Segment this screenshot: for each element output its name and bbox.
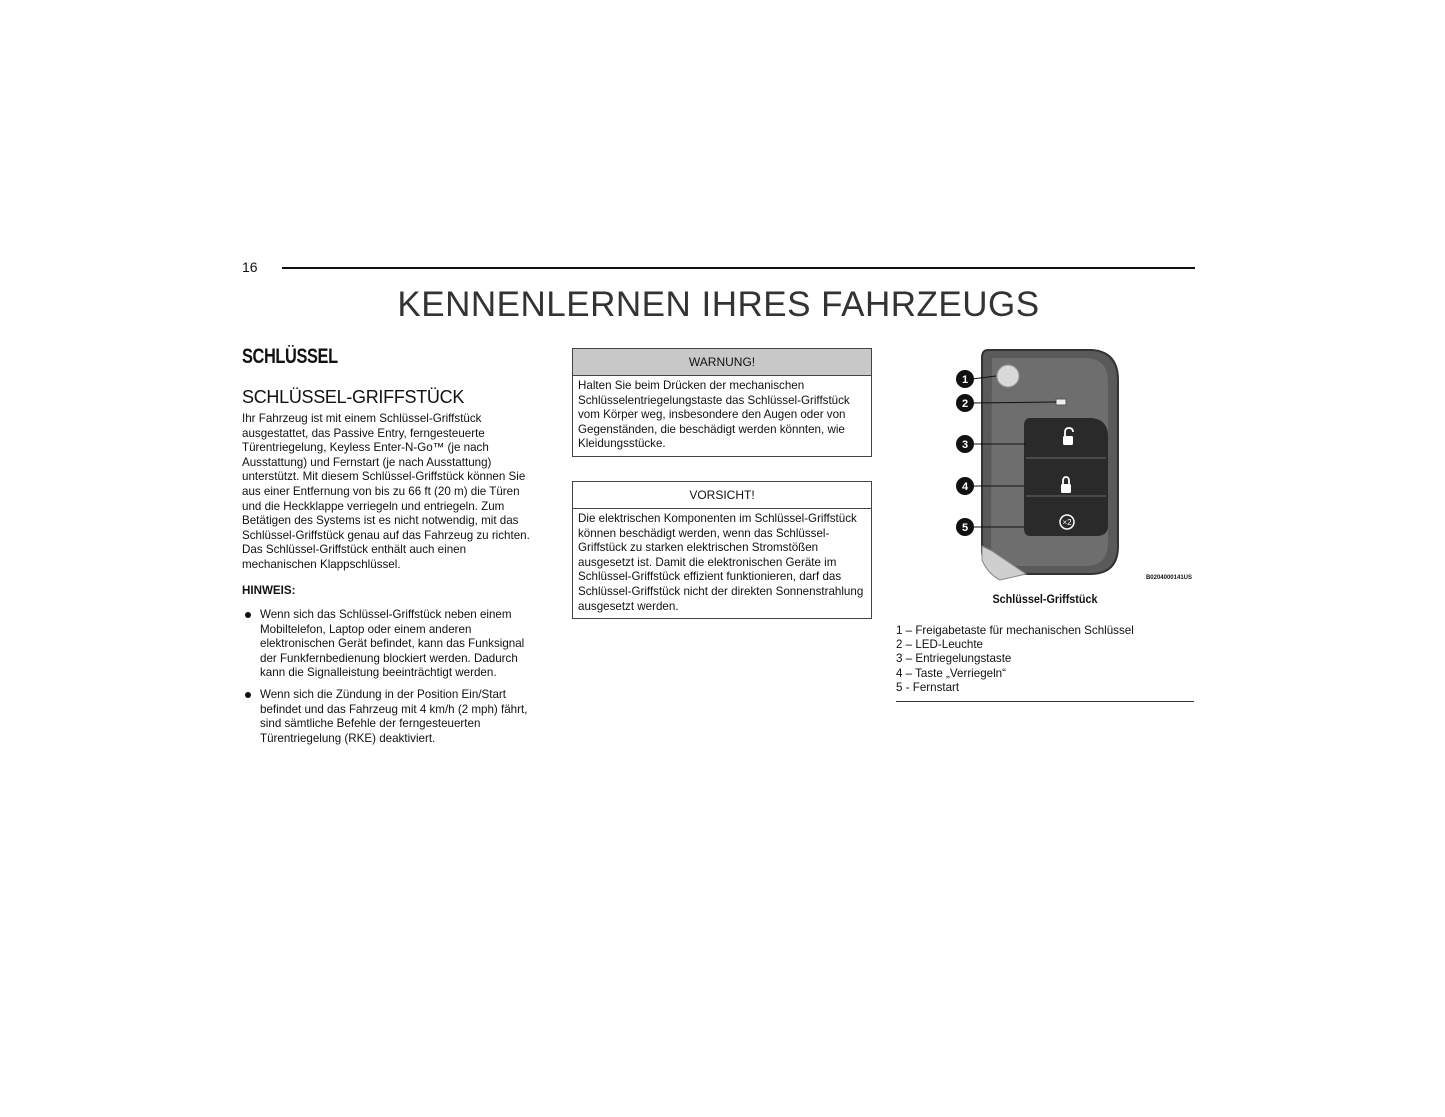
list-item: 3 – Entriegelungstaste: [896, 652, 1012, 666]
figure-legend: [896, 624, 1194, 702]
bullet-text: Wenn sich das Schlüssel-Griffstück neben einem Mobiltelefon, Laptop oder einem anderen elektronischen Gerät befindet, kann das Funksignal der Funkfernbedienung blockiert werden. Dadurch kann die Signalleistung beeinträchtigt werden.: [260, 608, 525, 680]
note-label: HINWEIS:: [242, 584, 296, 597]
release-button: [997, 365, 1019, 387]
list-item: 1 – Freigabetaste für mechanischen Schlüssel: [896, 624, 1134, 637]
bullet-icon: [245, 692, 251, 698]
key-fob-figure: [896, 346, 1194, 584]
figure-caption: Schlüssel-Griffstück: [992, 592, 1098, 606]
list-item: 5 - Fernstart: [896, 680, 960, 694]
list-item: 4 – Taste „Verriegeln“: [896, 666, 1006, 680]
bullet-icon: [245, 612, 251, 618]
caution-box: [572, 481, 872, 619]
key-fob-illustration: [896, 346, 1194, 584]
subsection-title: SCHLÜSSEL-GRIFFSTÜCK: [242, 387, 465, 407]
figure-code: B0204000141US: [1145, 575, 1192, 581]
chapter-title: KENNENLERNEN IHRES FAHRZEUGS: [397, 285, 1040, 324]
warning-text: Halten Sie beim Drücken der mechanischen Schlüsselentriegelungstaste das Schlüssel-Griffstück vom Körper weg, insbesondere den Augen oder von Gegenständen, die beschädigt werden könnten, wie Kleidungsstücke.: [578, 379, 850, 451]
list-item: 2 – LED-Leuchte: [896, 638, 984, 652]
caution-text: Die elektrischen Komponenten im Schlüssel-Griffstück können beschädigt werden, wenn das Schlüssel-Griffstück zu starken elektrischen Stromstößen ausgesetzt ist. Damit die elektronischen Geräte im Schlüssel-Griffstück effizient funktionieren, darf das Schlüssel-Griffstück nicht der direkten Sonnenstrahlung ausgesetzt werden.: [578, 512, 864, 613]
svg-text:2: 2: [961, 398, 969, 410]
svg-text:4: 4: [961, 481, 969, 493]
caution-title: VORSICHT!: [573, 482, 871, 509]
warning-title: WARNUNG!: [573, 349, 871, 376]
bullet-text: Wenn sich die Zündung in der Position Ein/Start befindet und das Fahrzeug mit 4 km/h (2 mph) fährt, sind sämtliche Befehle der ferngesteuerten Türentriegelung (RKE) deaktiviert.: [260, 687, 528, 745]
header-rule: [282, 267, 1195, 269]
svg-text:1: 1: [961, 374, 969, 386]
body-paragraph: Ihr Fahrzeug ist mit einem Schlüssel-Griffstück ausgestattet, das Passive Entry, ferngesteuerte Türentriegelung, Keyless Enter-N-Go™ (je nach Ausstattung) und Fernstart (je nach Ausstattung) unterstützt. Mit diesem Schlüssel-Griffstück können Sie aus einer Entfernung von bis zu 66 ft (20 m) die Türen und die Heckklappe verriegeln und entriegeln. Zum Betätigen des Systems ist es nicht notwendig, mit das Schlüssel-Griffstück genau auf das Fahrzeug zu richten. Das Schlüssel-Griffstück enthält auch einen mechanischen Klappschlüssel.: [242, 412, 530, 571]
led-indicator: [1056, 399, 1066, 405]
svg-text:5: 5: [961, 522, 969, 534]
note-bullets: [242, 608, 542, 753]
svg-text:3: 3: [961, 439, 969, 451]
warning-box: [572, 348, 872, 457]
page-number: 16: [242, 259, 258, 275]
remote-start-label: ×2: [1062, 518, 1072, 527]
section-title: SCHLÜSSEL: [242, 345, 338, 368]
list-item: [242, 688, 542, 746]
list-item: [242, 608, 542, 681]
